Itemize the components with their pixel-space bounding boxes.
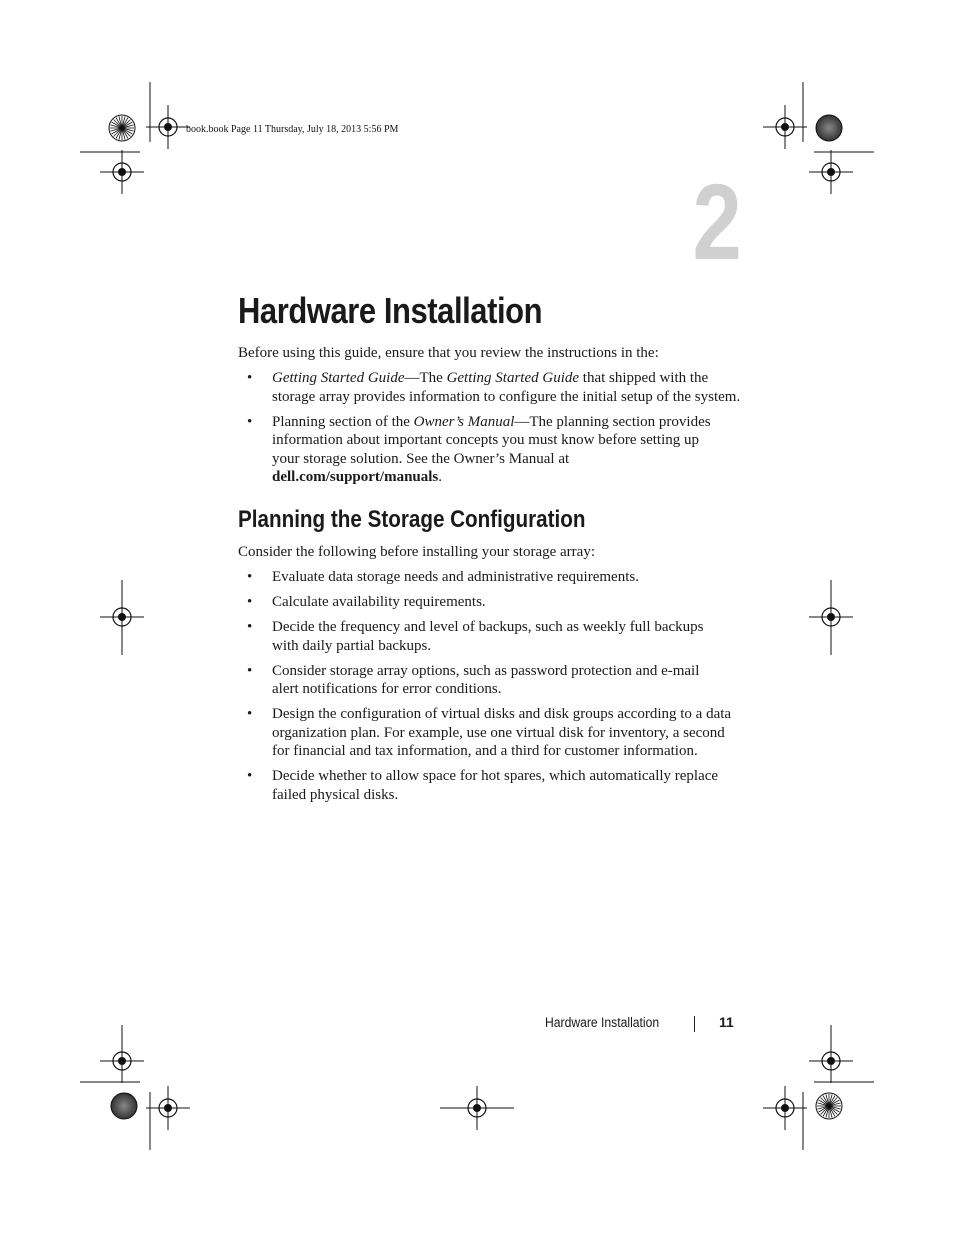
bullet-icon: • <box>247 619 253 635</box>
list-item <box>238 767 738 804</box>
footer-separator <box>694 1016 695 1032</box>
text-run: Planning section of the <box>272 413 414 430</box>
list-item-line <box>272 468 738 487</box>
page-number: 11 <box>719 1014 734 1030</box>
list-item-line <box>272 705 738 724</box>
list-item-line <box>272 767 738 786</box>
text-run: information about important concepts you must know before setting up <box>272 432 700 448</box>
section-bullet-list <box>238 568 738 811</box>
text-run: your storage solution. See the Owner’s Manual at <box>272 450 570 467</box>
text-run: organization plan. For example, use one virtual disk for inventory, a second <box>272 724 725 741</box>
text-run: . <box>438 469 443 485</box>
intro-bullet-list <box>238 369 741 493</box>
italic-title-text: Owner’s Manual <box>413 413 515 430</box>
gray-target-icon <box>816 115 842 141</box>
list-item-line <box>272 593 738 612</box>
bullet-icon: • <box>247 370 253 386</box>
list-item-line <box>272 662 738 681</box>
registration-mark-icon <box>763 105 807 149</box>
text-run: Design the configuration of virtual disks and disk groups according to a data <box>272 706 732 722</box>
list-item-line <box>272 568 738 587</box>
text-run: —The planning section provides <box>514 413 711 430</box>
chapter-number: 2 <box>692 161 740 282</box>
registration-mark-icon <box>146 105 190 149</box>
bullet-icon: • <box>247 706 253 722</box>
bullet-icon: • <box>247 768 253 784</box>
list-item-line <box>272 431 738 450</box>
registration-mark-icon <box>763 1086 807 1130</box>
section-heading: Planning the Storage Configuration <box>238 506 586 533</box>
bullet-icon: • <box>247 662 253 679</box>
list-item-line <box>272 786 738 805</box>
section-intro-paragraph: Consider the following before installing your storage array: <box>238 544 595 560</box>
chapter-title: Hardware Installation <box>238 290 543 331</box>
text-run: —The <box>404 370 447 386</box>
gray-target-icon <box>111 1093 137 1119</box>
text-run: for financial and tax information, and a third for customer information. <box>272 743 698 759</box>
intro-paragraph: Before using this guide, ensure that you review the instructions in the: <box>238 345 659 361</box>
text-run: Calculate availability requirements. <box>272 594 486 610</box>
list-item <box>238 369 741 406</box>
italic-title-text: Getting Started Guide <box>272 370 405 386</box>
list-item-line <box>272 618 738 637</box>
list-item <box>238 618 738 655</box>
list-item-line <box>272 369 738 388</box>
list-item-line <box>272 413 738 432</box>
bullet-icon: • <box>247 594 253 610</box>
text-run: alert notifications for error conditions. <box>272 681 502 697</box>
footer-chapter-title: Hardware Installation <box>545 1015 660 1030</box>
registration-mark-icon <box>809 150 853 194</box>
list-item <box>238 593 738 612</box>
text-run: with daily partial backups. <box>272 637 432 654</box>
list-item-line <box>272 450 738 469</box>
list-item-line <box>272 724 738 743</box>
registration-mark-icon <box>100 150 144 194</box>
italic-title-text: Getting Started Guide <box>446 370 580 386</box>
list-item <box>238 568 738 587</box>
text-run: that shipped with the <box>579 370 709 386</box>
bullet-icon: • <box>247 569 253 585</box>
list-item-line <box>272 742 738 761</box>
text-run: Evaluate data storage needs and administrative requirements. <box>272 569 639 585</box>
registration-mark-icon <box>146 1086 190 1130</box>
list-item-line <box>272 637 738 656</box>
text-run: failed physical disks. <box>272 786 399 803</box>
list-item <box>238 662 738 699</box>
bullet-icon: • <box>247 413 253 430</box>
text-run: Decide the frequency and level of backups, such as weekly full backups <box>272 619 704 635</box>
text-run: Consider storage array options, such as password protection and e-mail <box>272 662 700 679</box>
text-run: Decide whether to allow space for hot spares, which automatically replace <box>272 768 719 784</box>
list-item-line <box>272 680 738 699</box>
bold-link-text: dell.com/support/manuals <box>272 469 439 485</box>
text-run: storage array provides information to configure the initial setup of the system. <box>272 388 741 405</box>
list-item <box>238 413 738 487</box>
list-item <box>238 705 738 761</box>
list-item-line <box>272 388 741 407</box>
print-slug: book.book Page 11 Thursday, July 18, 2013 5:56 PM <box>186 124 399 135</box>
